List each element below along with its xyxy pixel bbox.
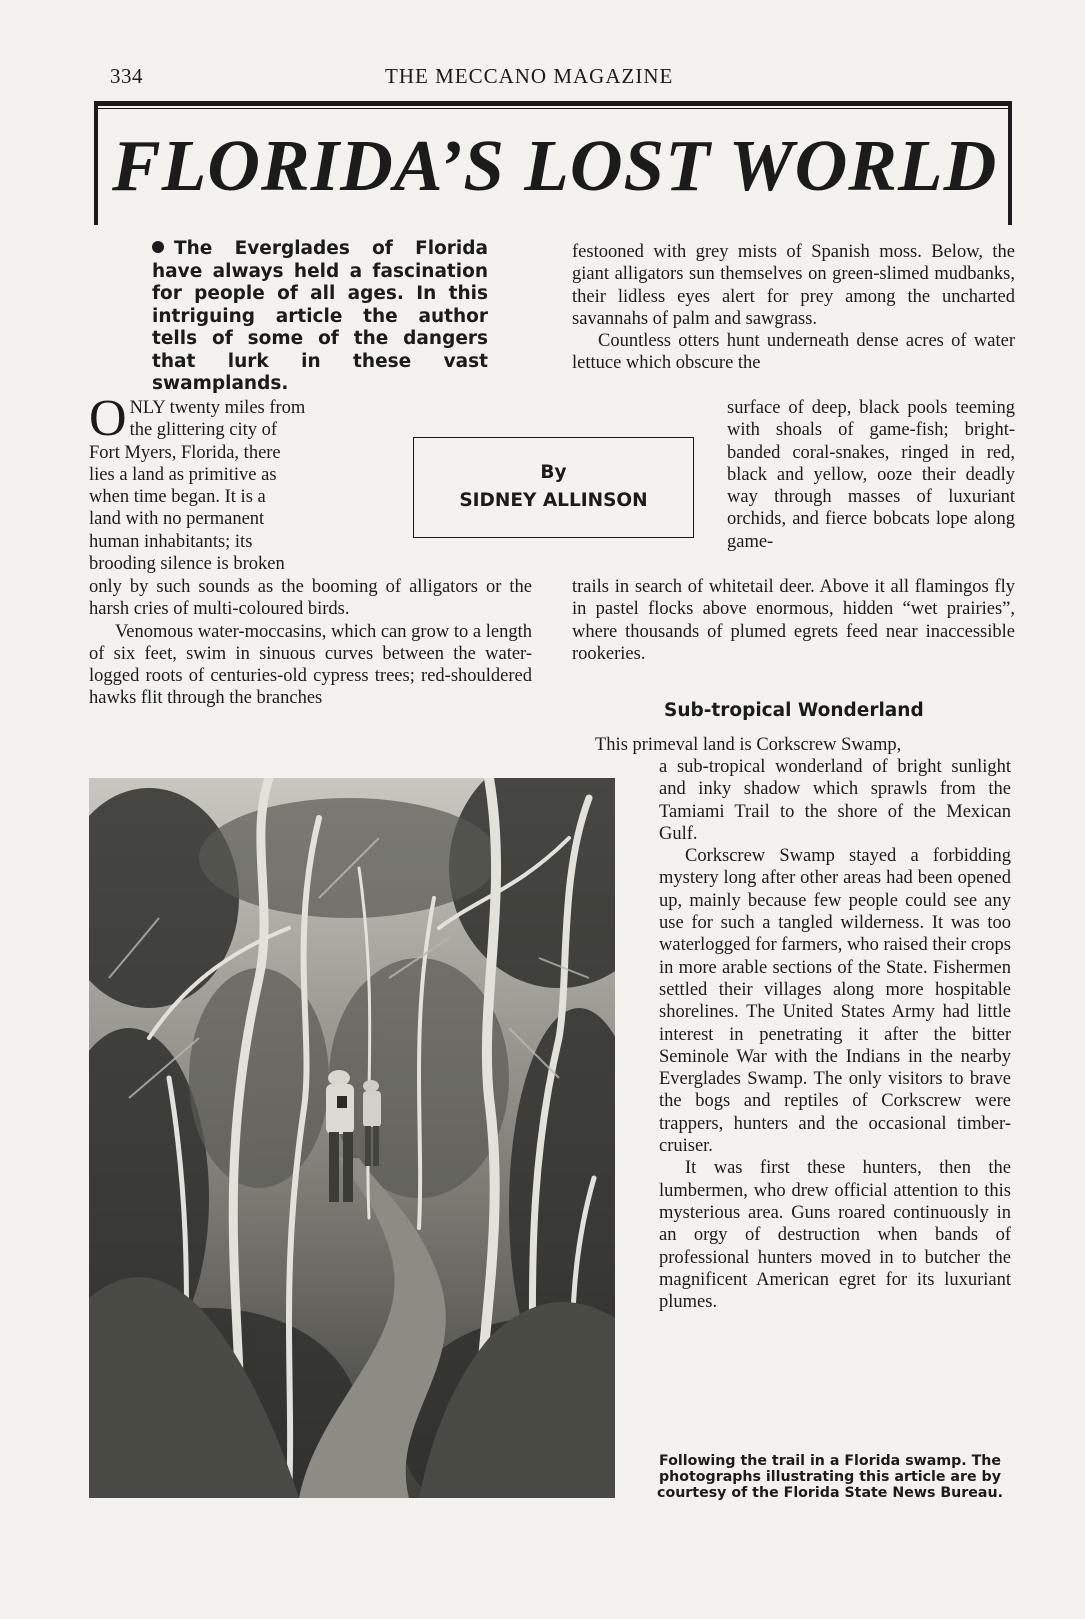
paragraph: festooned with grey mists of Spanish moss. Below, the giant alligators sun themselves on green-slimed mudbanks, their lidless eyes alert for prey among the uncharted savannahs of palm and sawgrass. bbox=[572, 242, 1015, 329]
author-name: SIDNEY ALLINSON bbox=[459, 490, 648, 511]
column-2-narrow bbox=[727, 397, 1015, 553]
swamp-trail-photo bbox=[89, 778, 615, 1498]
paragraph: Corkscrew Swamp stayed a forbidding mystery long after other areas had been opened up, mainly because few people could see any use for such a tangled wilderness. It was too waterlogged for farmers, who raised their crops in more arable sections of the State. Fishermen settled their villages along more hospitable shorelines. The United States Army had little interest in penetrating it after the bitter Seminole War with the Indians in the nearby Everglades Swamp. The only visitors to brave the bogs and reptiles of Corkscrew were trappers, hunters and the occasional timber-cruiser. bbox=[659, 846, 1011, 1157]
photo-caption: Following the trail in a Florida swamp. The photographs illustrating this article are by courtesy of the Florida State News Bureau. bbox=[657, 1453, 1003, 1501]
magazine-title: THE MECCANO MAGAZINE bbox=[385, 64, 674, 88]
page-number: 334 bbox=[110, 64, 143, 88]
paragraph: surface of deep, black pools teeming with shoals of game-fish; bright-banded coral-snakes, ringed in red, black and yellow, ooze their deadly way through masses of luxuriant orchids, and fierce bobcats lope along game- bbox=[727, 398, 1015, 552]
byline-by: By bbox=[540, 462, 567, 483]
title-rule-right bbox=[1008, 101, 1012, 225]
paragraph: Venomous water-moccasins, which can grow to a length of six feet, swim in sinuous curves between the water-logged roots of centuries-old cypress trees; red-shouldered hawks flit through the branches bbox=[89, 621, 532, 709]
drop-cap: O bbox=[89, 390, 127, 447]
column-2-top bbox=[572, 241, 1015, 375]
lead-line: lies a land as primitive as bbox=[89, 464, 277, 485]
title-rule-left bbox=[94, 101, 98, 225]
lead-line: the glittering city of bbox=[129, 420, 278, 441]
paragraph: Countless otters hunt underneath dense acres of water lettuce which obscure the bbox=[572, 331, 1015, 374]
title-rule-top bbox=[94, 101, 1012, 106]
paragraph: trails in search of whitetail deer. Above it all flamingos fly in pastel flocks above enormous, hidden “wet prairies”, where thousands of plumed egrets feed near inaccessible rookeries. bbox=[572, 577, 1015, 664]
lead-line: when time began. It is a bbox=[89, 487, 266, 508]
lead-line: human inhabitants; its bbox=[89, 531, 253, 552]
lead-line: land with no permanent bbox=[89, 509, 265, 530]
bullet-icon bbox=[152, 241, 164, 253]
column-1-lead bbox=[89, 390, 381, 575]
lead-line: Fort Myers, Florida, there bbox=[89, 442, 281, 463]
column-2-subhead-first-line bbox=[595, 734, 1015, 756]
title-rule-thin bbox=[94, 108, 1012, 109]
column-1-body bbox=[89, 576, 532, 710]
subheading: Sub-tropical Wonderland bbox=[664, 700, 924, 721]
paragraph: only by such sounds as the booming of alligators or the harsh cries of multi-coloured birds. bbox=[89, 577, 532, 620]
lead-line: NLY twenty miles from bbox=[129, 398, 306, 418]
paragraph: This primeval land is Corkscrew Swamp, bbox=[595, 735, 902, 755]
column-2-middle bbox=[572, 576, 1015, 665]
lead-line: brooding silence is broken bbox=[89, 554, 285, 575]
article-title: FLORIDA’S LOST WORLD bbox=[112, 125, 998, 206]
paragraph: a sub-tropical wonderland of bright sunlight and inky shadow which sprawls from the Tamiami Trail to the shore of the Mexican Gulf. bbox=[659, 757, 1011, 844]
byline-box bbox=[413, 437, 694, 538]
paragraph: It was first these hunters, then the lumbermen, who drew official attention to this mysterious area. Guns roared continuously in an orgy of destruction when bands of professional hunters moved in to butcher the magnificent American egret for its luxuriant plumes. bbox=[659, 1158, 1011, 1313]
article-intro bbox=[152, 238, 488, 396]
swamp-trail-illustration bbox=[89, 778, 615, 1498]
column-2-bottom bbox=[659, 756, 1011, 1313]
intro-text: The Everglades of Florida have always held a fascination for people of all ages. In this intriguing article the author tells of some of the dangers that lurk in these vast swamplands. bbox=[152, 238, 488, 394]
